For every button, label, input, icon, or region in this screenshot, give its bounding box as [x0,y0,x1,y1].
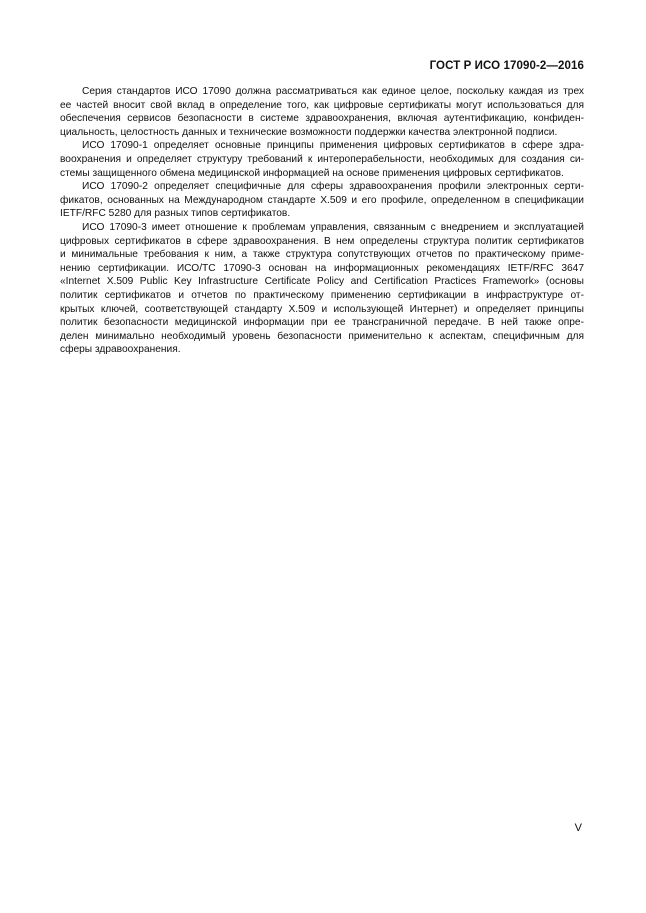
text-line: ИСО 17090-1 определяет основные принципы применения цифровых сертификатов в сфере здра- [82,140,584,152]
paragraph-part-2 [60,180,584,221]
introduction-text [60,85,584,357]
text-line: «Internet X.509 Public Key Infrastructure Certificate Policy and Certification Practices Framework» (основы [60,276,584,288]
paragraph-part-1 [60,139,584,180]
text-line: нению сертификации. ИСО/ТС 17090-3 основан на информационных рекомендациях IETF/RFC 3647 [60,262,584,274]
paragraph-series-overview [60,85,584,139]
text-line: стемы защищенного обмена медицинской информацией на основе применения цифровых сертификатов. [60,167,564,179]
text-line: политик сертификатов и отчетов по практическому применению сертификации в инфраструктуре от- [60,289,584,301]
text-line: политик безопасности медицинской информации при ее трансграничной передаче. В ней также опре- [60,317,584,329]
text-line: крытых ключей, соответствующей стандарту X.509 и использующей Интернет) и определяет принципы [60,303,584,315]
text-line: воохранения и определяет структуру требований к интероперабельности, необходимых для создания си- [60,153,584,165]
text-line: ИСО 17090-3 имеет отношение к проблемам управления, связанным с внедрением и эксплуатацией [82,221,584,233]
text-line: делен минимально необходимый уровень безопасности применительно к аспектам, специфичным для [60,330,584,342]
text-line: ИСО 17090-2 определяет специфичные для сферы здравоохранения профили электронных серти- [82,181,584,193]
page-number: V [574,822,582,834]
text-line: цифровых сертификатов в сфере здравоохранения. В нем определены структура политик сертификатов [60,235,584,247]
text-line: и минимальные требования к ним, а также структура сопутствующих отчетов по практическому приме- [60,249,584,261]
standard-header: ГОСТ Р ИСО 17090-2—2016 [429,60,584,72]
text-line: обеспечения сервисов безопасности в системе здравоохранения, включая аутентификацию, конфиден- [60,113,584,125]
text-line: фикатов, основанных на Международном стандарте X.509 и его профиле, определенном в спецификации [60,194,584,206]
text-line: циальность, целостность данных и технические возможности поддержки качества электронной подписи. [60,126,558,138]
paragraph-part-3 [60,221,584,357]
text-line: сферы здравоохранения. [60,344,181,356]
text-line: ее частей вносит свой вклад в определение того, как цифровые сертификаты могут использоваться для [60,99,584,111]
text-line: Серия стандартов ИСО 17090 должна рассматриваться как единое целое, поскольку каждая из трех [82,86,584,97]
text-line: IETF/RFC 5280 для разных типов сертификатов. [60,208,291,220]
